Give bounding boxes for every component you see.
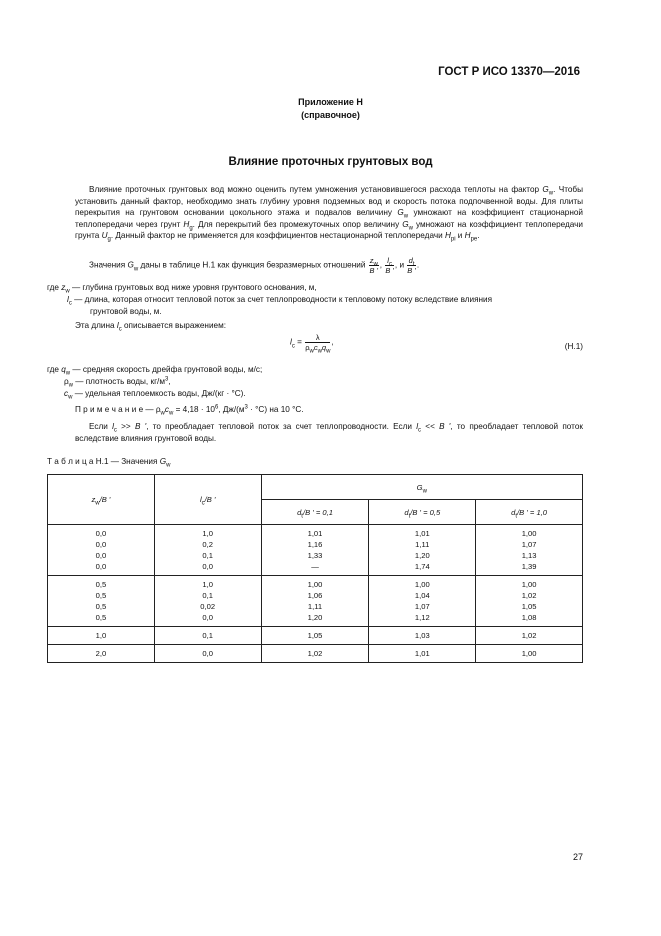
cell-value: 0,02 (200, 602, 216, 611)
cell-value: 0,5 (95, 602, 107, 611)
cell-value: 1,0 (202, 580, 213, 589)
table-cell-c2 (369, 627, 476, 645)
cell-value: 0,1 (202, 591, 213, 600)
table-cell-c1 (261, 627, 369, 645)
cell-value: 1,11 (415, 540, 430, 549)
cell-value: 1,13 (521, 551, 537, 560)
cell-value: 1,00 (521, 649, 537, 658)
formula-h1: $l_c$ = $\frac{\lambda}{\rho_wc_wq_w}$ , (290, 333, 334, 355)
cell-value: 2,0 (95, 649, 107, 658)
formula-number: (Н.1) (564, 342, 583, 351)
cell-value: 1,00 (307, 580, 323, 589)
table-row (48, 576, 583, 627)
definition-cw: $c_w$ — удельная теплоемкость воды, Дж/(кг · °С). (64, 389, 246, 401)
table-cell-c2 (369, 576, 476, 627)
cell-value: 1,08 (521, 613, 537, 622)
table-cell-lc (154, 645, 261, 663)
ratio-zw-fraction: $\frac{z_w}{B '}$ (369, 256, 378, 275)
cell-value: 1,01 (414, 529, 430, 538)
table-cell-c1 (261, 576, 369, 627)
cell-value: 0,0 (202, 613, 213, 622)
ratio-lc-fraction: $\frac{l_c}{B '}$ (385, 256, 394, 275)
cell-value: 0,0 (202, 649, 213, 658)
page-number: 27 (572, 852, 583, 862)
note: П р и м е ч а н и е — $\rho_wc_w = 4,18 \cdot 10^6$, $Дж/(м^3 \cdot ^\circ С)$ на 10 °С. (75, 404, 304, 417)
cell-value: 1,05 (521, 602, 537, 611)
cell-value: 1,20 (414, 551, 430, 560)
document-header: ГОСТ Р ИСО 13370—2016 (438, 66, 580, 78)
cell-value: 1,12 (414, 613, 430, 622)
cell-value: 1,05 (307, 631, 323, 640)
cell-value: 0,0 (95, 562, 107, 571)
table-cell-lc (154, 576, 261, 627)
table-cell-zw (48, 627, 155, 645)
header-dt-0-1: $d_t/B$ ' = 0,1 (261, 500, 369, 525)
cell-value: 1,01 (307, 529, 323, 538)
header-zw: $z_w/B$ ' (48, 475, 155, 525)
table-row (48, 525, 583, 576)
table-row (48, 645, 583, 663)
paragraph-conclusion: Если $l_c >> B$ ', то преобладает тепловой поток за счет теплопроводности. Если $l_c << B$ ', то преобладает тепловой поток вследствие влияния грунтовой воды. (75, 422, 583, 443)
cell-value: 1,11 (307, 602, 323, 611)
cell-value: 1,00 (414, 580, 430, 589)
cell-value: 1,16 (307, 540, 323, 549)
table-cell-c3 (476, 645, 583, 663)
table-cell-lc (154, 627, 261, 645)
ratios-sentence: Значения $G_w$ даны в таблице Н.1 как функция безразмерных отношений $\frac{z_w}{B '}$ , $\frac{l_c}{B '}$ , и $\frac{d_t}{B '}$ . (89, 256, 420, 275)
cell-value: 1,39 (521, 562, 537, 571)
table-cell-c3 (476, 576, 583, 627)
cell-value: 1,03 (414, 631, 430, 640)
expression-intro: Эта длина $l_c$ описывается выражением: (75, 321, 226, 333)
table-cell-c3 (476, 627, 583, 645)
ratio-dt-fraction: $\frac{d_t}{B '}$ (407, 256, 416, 275)
cell-value: 1,02 (521, 631, 537, 640)
definition-qw: где $q_w$ — средняя скорость дрейфа грунтовой воды, м/с; (47, 365, 263, 377)
table-cell-c1 (261, 645, 369, 663)
header-dt-0-5: $d_t/B$ ' = 0,5 (369, 500, 476, 525)
cell-value: 1,00 (521, 529, 537, 538)
cell-value: 1,04 (414, 591, 430, 600)
cell-value: 1,0 (202, 529, 213, 538)
definition-rhow: $\rho_w$ — плотность воды, $кг/м^3$, (64, 376, 171, 389)
cell-value: 1,06 (307, 591, 323, 600)
cell-value: 1,0 (95, 631, 107, 640)
cell-value: 1,07 (414, 602, 430, 611)
formula-fraction: $\frac{\lambda}{\rho_wc_wq_w}$ (305, 333, 331, 355)
cell-value: 0,0 (95, 540, 107, 549)
definition-lc: $l_c$ — длина, которая относит тепловой поток за счет теплопроводности к тепловому потоку вследствие влияния (67, 295, 493, 307)
table-row (48, 627, 583, 645)
cell-value: 0,5 (95, 591, 107, 600)
table-cell-zw (48, 645, 155, 663)
cell-value: 1,33 (307, 551, 323, 560)
table-cell-zw (48, 576, 155, 627)
cell-value: 1,07 (521, 540, 537, 549)
appendix-label: Приложение Н (298, 97, 363, 107)
header-lc: $l_c/B$ ' (154, 475, 261, 525)
cell-value: 1,74 (414, 562, 430, 571)
cell-value: 1,02 (521, 591, 537, 600)
table-caption: Т а б л и ц а Н.1 — Значения $G_w$ (47, 457, 171, 469)
cell-value: 1,20 (307, 613, 323, 622)
table-cell-zw (48, 525, 155, 576)
cell-value: 1,01 (414, 649, 430, 658)
cell-value: 0,1 (202, 551, 213, 560)
header-gw: $G_w$ (261, 475, 582, 500)
cell-value: — (311, 562, 319, 571)
cell-value: 0,0 (95, 551, 107, 560)
cell-value: 0,1 (202, 631, 213, 640)
table-cell-c3 (476, 525, 583, 576)
table-cell-c1 (261, 525, 369, 576)
cell-value: 0,5 (95, 580, 107, 589)
table-cell-c2 (369, 525, 476, 576)
table-cell-c2 (369, 645, 476, 663)
definition-lc-continued: грунтовой воды, м. (90, 307, 162, 316)
section-title: Влияние проточных грунтовых вод (228, 156, 433, 168)
definition-zw: где $z_w$ — глубина грунтовых вод ниже уровня грунтового основания, м, (47, 283, 317, 295)
appendix-note: (справочное) (301, 110, 360, 120)
table-cell-lc (154, 525, 261, 576)
gw-values-table (47, 474, 583, 663)
cell-value: 0,2 (202, 540, 213, 549)
cell-value: 0,0 (202, 562, 213, 571)
header-dt-1-0: $d_t/B$ ' = 1,0 (476, 500, 583, 525)
cell-value: 1,00 (521, 580, 537, 589)
cell-value: 0,0 (95, 529, 107, 538)
cell-value: 0,5 (95, 613, 107, 622)
cell-value: 1,02 (307, 649, 323, 658)
paragraph-intro: Влияние проточных грунтовых вод можно оценить путем умножения установившегося расхода теплоты на фактор $G_w$. Чтобы установить данный фактор, необходимо знать глубину уровня подземных вод и скорость потока подпочвенной воды. Для плиты перекрытия на грунтовом основании цокольного этажа и подвалов величину $G_w$ умножают на коэффициент стационарной теплопередачи через грунт $H_g$. Для перекрытий без промежуточных опор величину $G_w$ умножают на коэффициент теплопередачи грунта $U_g$. Данный фактор не применяется для коэффициентов нестационарной теплопередачи $H_{pi}$ и $H_{pe}$. (75, 185, 584, 244)
